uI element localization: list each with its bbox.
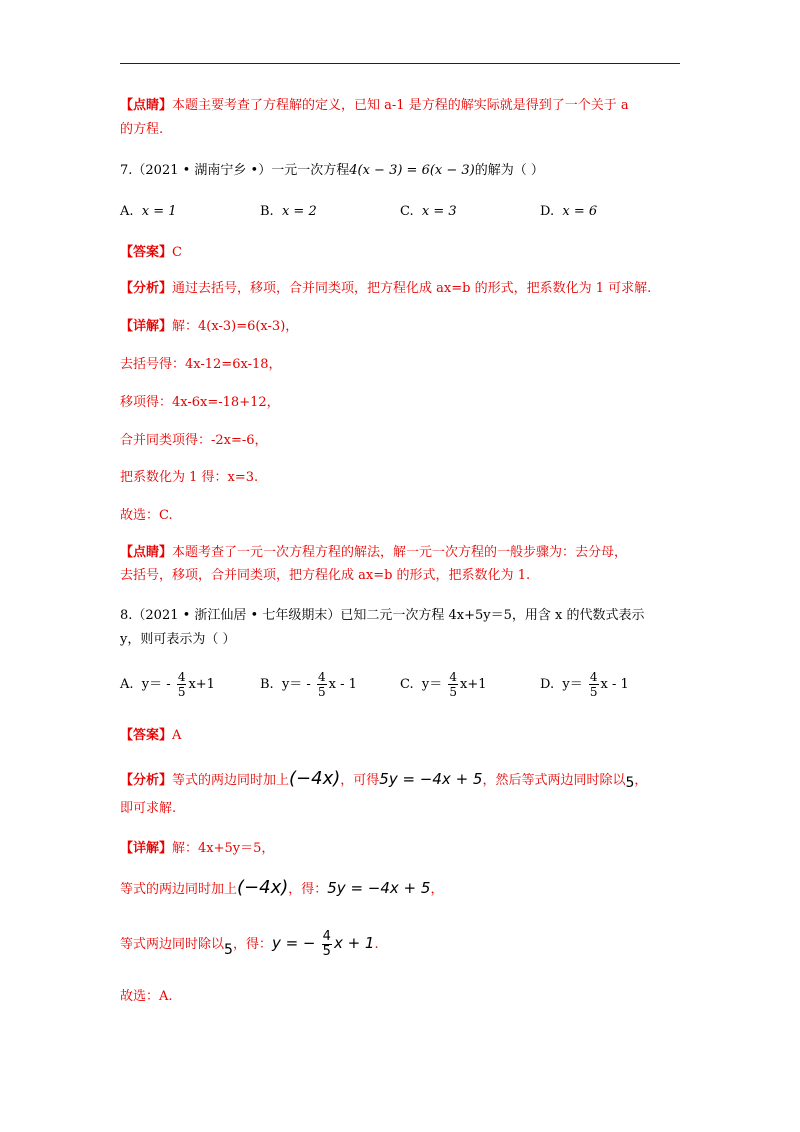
q8-option-d: D. y＝ $\frac{4}{5}$ x - 1 bbox=[540, 670, 629, 699]
q8-detail: 【详解】解：4x+5y＝5， bbox=[120, 841, 275, 856]
q7-step-1: 去括号得：4x-12=6x-18， bbox=[120, 357, 282, 372]
q8-option-a: A. y＝ - $\frac{4}{5}$ x+1 bbox=[120, 670, 215, 699]
q7-dianjing-line-2: 去括号，移项，合并同类项，把方程化成 ax=b 的形式，把系数化为 1. bbox=[120, 568, 531, 583]
question-8-line-1: 8.（2021 • 浙江仙居 • 七年级期末）已知二元一次方程 4x+5y＝5，用含 x 的代数式表示 bbox=[120, 608, 645, 623]
dianjing-line-1: 【点睛】本题主要考查了方程解的定义，已知 a-1 是方程的解实际就是得到了一个关于 a bbox=[120, 98, 629, 113]
q8-conclusion: 故选：A. bbox=[120, 989, 173, 1004]
question-8-line-2: y，则可表示为（ ） bbox=[120, 632, 236, 647]
q7-step-3: 合并同类项得：-2x=-6， bbox=[120, 433, 268, 448]
q7-analysis: 【分析】通过去括号，移项，合并同类项，把方程化成 ax=b 的形式，把系数化为 1 可求解. bbox=[120, 281, 652, 296]
q7-option-c: C. x = 3 bbox=[400, 204, 457, 219]
q7-option-d: D. x = 6 bbox=[540, 204, 598, 219]
q8-step-1: 等式的两边同时加上(−4x)，得：5y = −4x + 5， bbox=[120, 877, 444, 898]
q8-analysis-line-1: 【分析】等式的两边同时加上(−4x)，可得5y = −4x + 5，然后等式两边同时除以5， bbox=[120, 768, 648, 791]
q8-option-b: B. y＝ - $\frac{4}{5}$ x - 1 bbox=[260, 670, 357, 699]
q8-step-2: 等式两边同时除以5，得：y = − $\frac{4}{5}$ x + 1. bbox=[120, 929, 379, 959]
q8-analysis-line-2: 即可求解. bbox=[120, 801, 177, 816]
q7-step-4: 把系数化为 1 得：x=3. bbox=[120, 470, 259, 485]
header-rule bbox=[120, 63, 680, 64]
q7-detail: 【详解】解：4(x-3)=6(x-3)， bbox=[120, 319, 299, 334]
q7-answer: 【答案】C bbox=[120, 245, 182, 260]
q8-option-c: C. y＝ $\frac{4}{5}$ x+1 bbox=[400, 670, 487, 699]
q7-step-5: 故选：C. bbox=[120, 508, 173, 523]
q7-dianjing-line-1: 【点睛】本题考查了一元一次方程方程的解法，解一元一次方程的一般步骤为：去分母， bbox=[120, 545, 628, 560]
dianjing-line-2: 的方程. bbox=[120, 122, 164, 137]
q7-option-b: B. x = 2 bbox=[260, 204, 317, 219]
q8-answer: 【答案】A bbox=[120, 728, 182, 743]
q7-option-a: A. x = 1 bbox=[120, 204, 177, 219]
question-7: 7.（2021 • 湖南宁乡 •）一元一次方程4(x − 3) = 6(x − 3)的解为（ ） bbox=[120, 163, 544, 178]
q7-step-2: 移项得：4x-6x=-18+12， bbox=[120, 395, 280, 410]
